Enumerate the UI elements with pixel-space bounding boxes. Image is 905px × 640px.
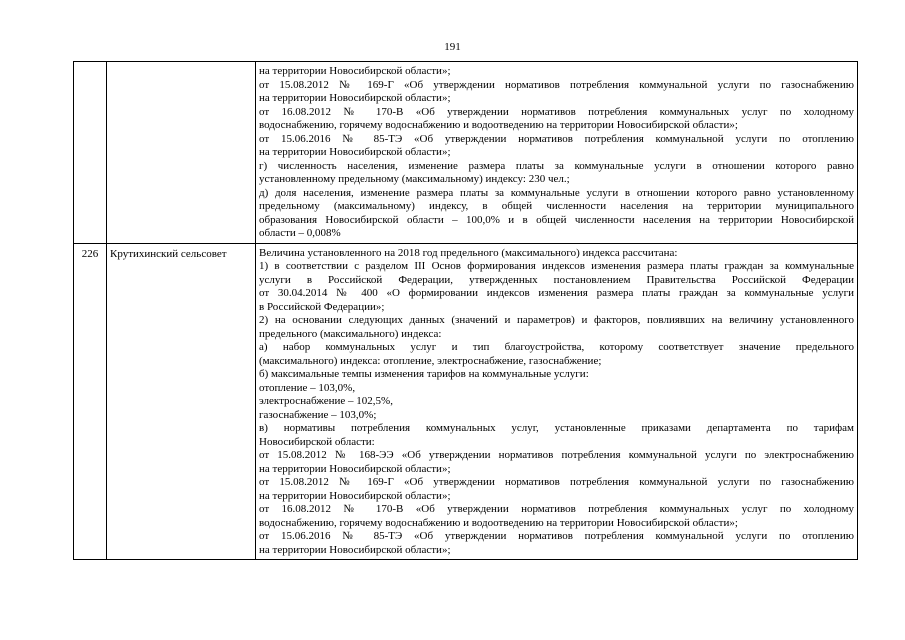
description-line: Величина установленного на 2018 год предельного (максимального) индекса рассчитана:	[259, 246, 678, 259]
page-number: 191	[444, 41, 461, 53]
table-row	[74, 62, 858, 244]
index-description-cell	[256, 62, 858, 244]
description-line: от 16.08.2012 № 170-В «Об утверждении нормативов потребления коммунальных услуг по холодному	[259, 105, 854, 118]
municipality-name-cell	[107, 62, 256, 244]
description-line: предельному (максимальному) индексу, в общей численности населения на территории муниципального	[259, 200, 854, 212]
description-line: Новосибирской области:	[259, 435, 375, 448]
description-line: от 15.08.2012 № 169-Г «Об утверждении нормативов потребления коммунальной услуги по газоснабжению	[259, 476, 854, 488]
index-description	[256, 62, 857, 243]
description-line: на территории Новосибирской области»;	[259, 92, 451, 104]
description-line: услуги в Российской Федерации, утвержденных постановлением Правительства Российской Федерации	[259, 273, 854, 286]
row-number-cell	[74, 243, 107, 560]
description-line: установленному предельному (максимальному) индексу: 230 чел.;	[259, 173, 570, 185]
description-line: отопление – 103,0%,	[259, 381, 356, 394]
description-line: газоснабжение – 103,0%;	[259, 408, 377, 421]
description-line: от 16.08.2012 № 170-В «Об утверждении нормативов потребления коммунальных услуг по холодному	[259, 503, 854, 515]
description-line: д) доля населения, изменение размера платы за коммунальные услуги в отношении которого равно установленному	[259, 186, 854, 199]
description-line: а) набор коммунальных услуг и тип благоустройства, которому соответствует значение предельного	[259, 341, 854, 353]
description-line: от 15.06.2016 № 85-ТЭ «Об утверждении нормативов потребления коммунальной услуги по отоплению	[259, 132, 854, 145]
description-line: на территории Новосибирской области»;	[259, 543, 451, 556]
row-number-cell	[74, 62, 107, 244]
description-line: образования Новосибирской области – 100,0% и в общей численности населения на территории Новосибирской	[259, 213, 854, 226]
description-line: от 15.08.2012 № 168-ЭЭ «Об утверждении нормативов потребления коммунальной услуги по электроснабжению	[259, 449, 854, 461]
description-line: 1) в соответствии с разделом III Основ формирования индексов изменения размера платы граждан за коммунальные	[259, 260, 854, 272]
description-line: водоснабжению, горячему водоснабжению и водоотведению на территории Новосибирской области»;	[259, 119, 738, 131]
description-line: б) максимальные темпы изменения тарифов на коммунальные услуги:	[259, 368, 589, 380]
description-line: от 15.08.2012 № 169-Г «Об утверждении нормативов потребления коммунальной услуги по газоснабжению	[259, 78, 854, 91]
document-table	[73, 61, 858, 560]
table-row	[74, 243, 858, 560]
description-line: на территории Новосибирской области»;	[259, 146, 451, 158]
row-number: 226	[81, 247, 99, 260]
index-description	[256, 244, 857, 560]
row-number	[74, 62, 106, 66]
description-line: в) нормативы потребления коммунальных услуг, установленные приказами департамента по тарифам	[259, 422, 854, 434]
description-line: 2) на основании следующих данных (значений и параметров) и факторов, повлиявших на величину установленного	[259, 314, 854, 326]
description-line: предельного (максимального) индекса:	[259, 327, 442, 340]
municipality-name: Крутихинский сельсовет	[110, 247, 227, 260]
description-line: от 15.06.2016 № 85-ТЭ «Об утверждении нормативов потребления коммунальной услуги по отоплению	[259, 530, 854, 542]
index-description-cell	[256, 243, 858, 560]
description-line: (максимального) индекса: отопление, электроснабжение, газоснабжение;	[259, 354, 602, 367]
description-line: г) численность населения, изменение размера платы за коммунальные услуги в отношении которого равно	[259, 159, 854, 172]
description-line: электроснабжение – 102,5%,	[259, 395, 393, 407]
description-line: от 30.04.2014 № 400 «О формировании индексов изменения размера платы граждан за коммунальные услуги	[259, 287, 854, 299]
description-line: на территории Новосибирской области»;	[259, 462, 451, 475]
description-line: на территории Новосибирской области»;	[259, 489, 451, 502]
description-line: водоснабжению, горячему водоснабжению и водоотведению на территории Новосибирской области»;	[259, 516, 738, 529]
description-line: области – 0,008%	[259, 227, 341, 239]
description-line: на территории Новосибирской области»;	[259, 65, 451, 77]
municipality-name	[107, 62, 255, 66]
municipality-name-cell	[107, 243, 256, 560]
description-line: в Российской Федерации»;	[259, 300, 385, 313]
